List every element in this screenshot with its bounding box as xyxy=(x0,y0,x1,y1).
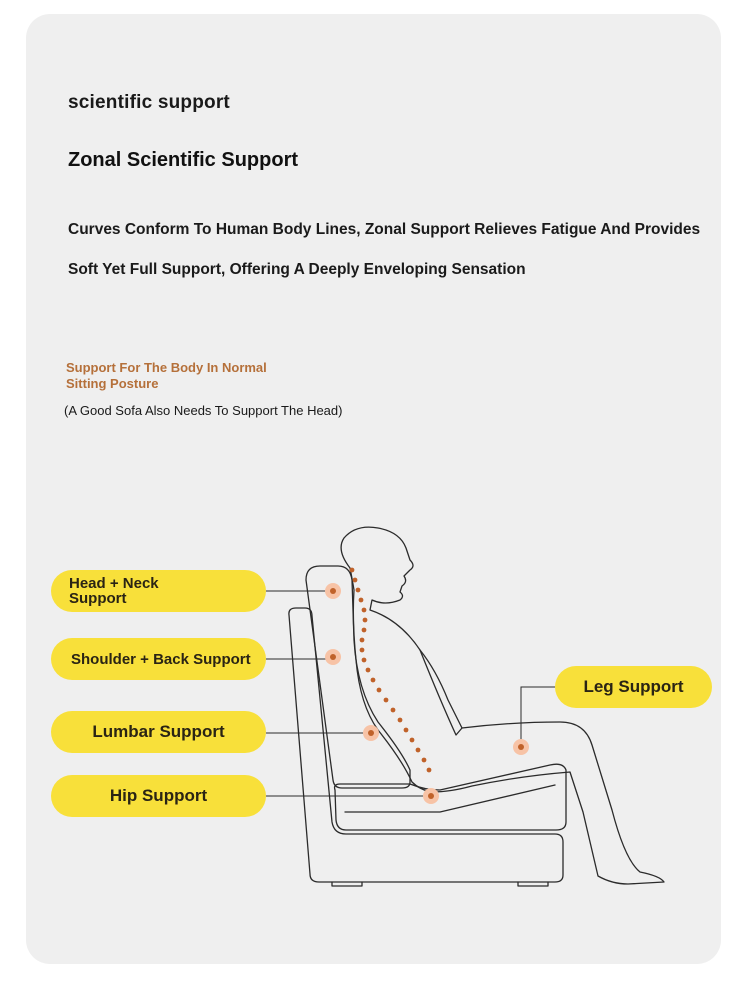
posture-note: (A Good Sofa Also Needs To Support The Head) xyxy=(64,403,343,418)
marker-leg xyxy=(513,739,529,755)
section-headline: Zonal Scientific Support xyxy=(68,149,299,171)
spine-dots xyxy=(350,568,432,773)
sofa-seat-line xyxy=(345,785,555,812)
posture-title: Support For The Body In Normal Sitting Posture xyxy=(66,360,267,391)
marker-shoulder xyxy=(325,649,341,665)
sofa-seat-cushion xyxy=(335,764,566,830)
marker-hip xyxy=(423,788,439,804)
lumbar-support-label: Lumbar Support xyxy=(51,711,266,753)
section-eyebrow: scientific support xyxy=(68,92,230,113)
marker-head xyxy=(325,583,341,599)
description-line-2: Soft Yet Full Support, Offering A Deeply Enveloping Sensation xyxy=(68,261,526,278)
head-neck-support-label: Head + Neck Support xyxy=(51,570,266,612)
marker-lumbar xyxy=(363,725,379,741)
leg-support-label: Leg Support xyxy=(555,666,712,708)
description-line-1: Curves Conform To Human Body Lines, Zonal Support Relieves Fatigue And Provides xyxy=(68,221,701,238)
hip-support-label: Hip Support xyxy=(51,775,266,817)
shoulder-back-support-label: Shoulder + Back Support xyxy=(51,638,266,680)
human-arm xyxy=(420,650,462,735)
leader-leg xyxy=(521,687,555,747)
